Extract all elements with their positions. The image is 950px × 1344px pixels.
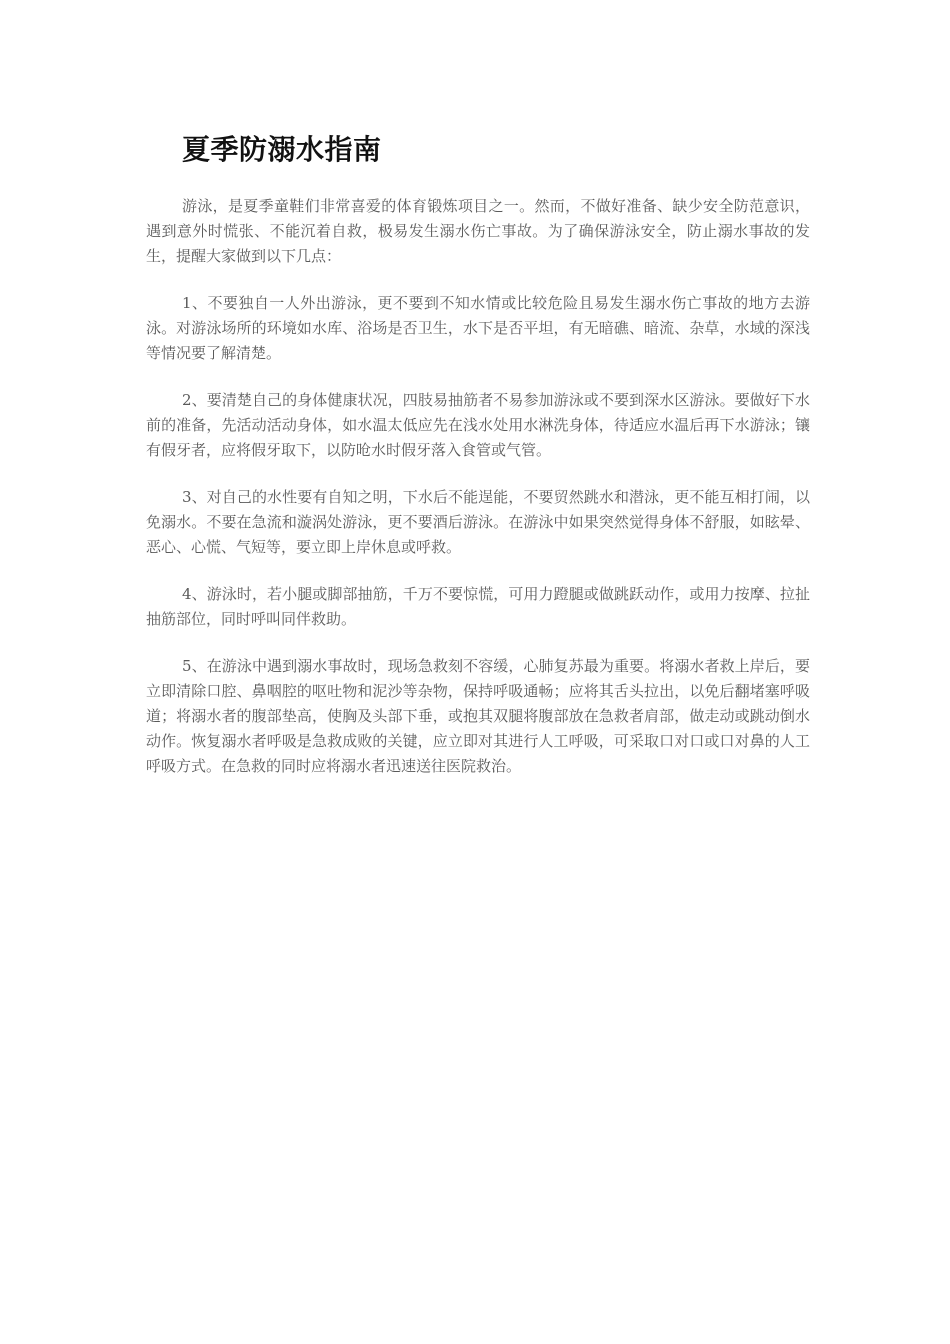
- intro-paragraph: 游泳，是夏季童鞋们非常喜爱的体育锻炼项目之一。然而，不做好准备、缺少安全防范意识，遇到意外时慌张、不能沉着自救，极易发生溺水伤亡事故。为了确保游泳安全，防止溺水事故的发生，提醒大家做到以下几点：: [146, 197, 810, 265]
- tip-paragraph-4: 4、游泳时，若小腿或脚部抽筋，千万不要惊慌，可用力蹬腿或做跳跃动作，或用力按摩、拉扯抽筋部位，同时呼叫同伴救助。: [146, 585, 810, 628]
- document-page: [146, 128, 810, 779]
- document-title: 夏季防溺水指南: [182, 133, 382, 166]
- tip-paragraph-5: 5、在游泳中遇到溺水事故时，现场急救刻不容缓，心肺复苏最为重要。将溺水者救上岸后，要立即清除口腔、鼻咽腔的呕吐物和泥沙等杂物，保持呼吸通畅；应将其舌头拉出，以免后翻堵塞呼吸道；将溺水者的腹部垫高，使胸及头部下垂，或抱其双腿将腹部放在急救者肩部，做走动或跳动倒水动作。恢复溺水者呼吸是急救成败的关键，应立即对其进行人工呼吸，可采取口对口或口对鼻的人工呼吸方式。在急救的同时应将溺水者迅速送往医院救治。: [146, 657, 810, 775]
- tip-paragraph-1: 1、不要独自一人外出游泳，更不要到不知水情或比较危险且易发生溺水伤亡事故的地方去游泳。对游泳场所的环境如水库、浴场是否卫生，水下是否平坦，有无暗礁、暗流、杂草，水域的深浅等情况要了解清楚。: [146, 294, 810, 362]
- tip-paragraph-2: 2、要清楚自己的身体健康状况，四肢易抽筋者不易参加游泳或不要到深水区游泳。要做好下水前的准备，先活动活动身体，如水温太低应先在浅水处用水淋洗身体，待适应水温后再下水游泳；镶有假牙者，应将假牙取下，以防呛水时假牙落入食管或气管。: [146, 391, 810, 459]
- tip-paragraph-3: 3、对自己的水性要有自知之明，下水后不能逞能，不要贸然跳水和潜泳，更不能互相打闹，以免溺水。不要在急流和漩涡处游泳，更不要酒后游泳。在游泳中如果突然觉得身体不舒服，如眩晕、恶心、心慌、气短等，要立即上岸休息或呼救。: [146, 488, 810, 556]
